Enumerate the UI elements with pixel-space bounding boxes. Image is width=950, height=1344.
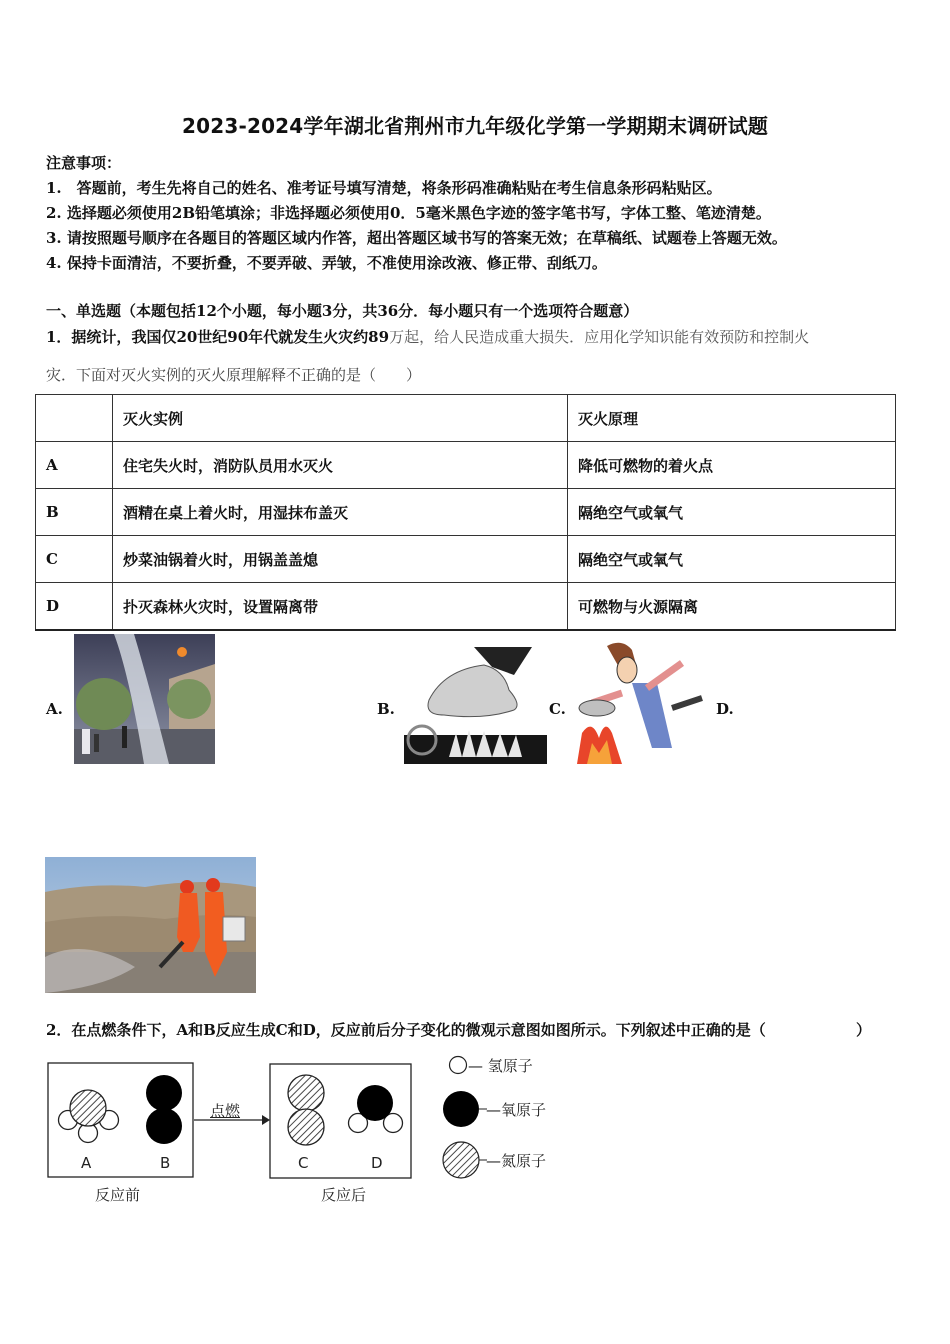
- principle-cell: 可燃物与火源隔离: [568, 583, 896, 631]
- forest-fire-photo: [45, 857, 256, 993]
- question-2-stem: 2．在点燃条件下，A和B反应生成C和D，反应前后分子变化的微观示意图如图所示。下列叙述中正确的是（: [46, 1021, 766, 1039]
- note-item: 3. 请按照题号顺序在各题目的答题区域内作答，超出答题区域书写的答案无效；在草稿纸、试题卷上答题无效。: [46, 229, 787, 247]
- option-cell: C: [36, 536, 113, 583]
- legend-hydrogen: — 氢原子: [468, 1057, 533, 1075]
- fire-table: [35, 394, 896, 631]
- table-row: [36, 489, 896, 536]
- pot-lid-illustration: [577, 638, 709, 764]
- table-row: [36, 536, 896, 583]
- molecule-label-c: C: [298, 1154, 309, 1172]
- after-caption: 反应后: [321, 1186, 367, 1204]
- principle-cell: 降低可燃物的着火点: [568, 442, 896, 489]
- table-row: [36, 583, 896, 631]
- section-heading: 一、单选题（本题包括12个小题，每小题3分，共36分．每小题只有一个选项符合题意）: [46, 302, 639, 320]
- house-fire-photo: [74, 634, 215, 764]
- question-2-close-paren: ）: [856, 1021, 872, 1039]
- molecule-label-b: B: [160, 1154, 171, 1172]
- table-row: [36, 442, 896, 489]
- option-label-d: D.: [716, 700, 734, 718]
- option-label-a: A.: [46, 700, 63, 718]
- reaction-diagram: [40, 1050, 560, 1210]
- question-1-rest: 万起，给人民造成重大损失．应用化学知识能有效预防和控制火: [389, 328, 810, 346]
- question-1-bold: 1．据统计，我国仅20世纪90年代就发生火灾约89: [46, 328, 390, 346]
- question-2-text: [46, 1019, 906, 1040]
- header-cell: [36, 395, 113, 442]
- option-label-c: C.: [549, 700, 566, 718]
- example-cell: 住宅失火时，消防队员用水灭火: [113, 442, 568, 489]
- header-cell: 灭火原理: [568, 395, 896, 442]
- example-cell: 扑灭森林火灾时，设置隔离带: [113, 583, 568, 631]
- molecule-label-d: D: [371, 1154, 383, 1172]
- question-1-text-line2: 灾．下面对灭火实例的灭火原理解释不正确的是（ ）: [46, 366, 422, 384]
- principle-cell: 隔绝空气或氧气: [568, 489, 896, 536]
- note-item: 4. 保持卡面清洁，不要折叠，不要弄破、弄皱，不准使用涂改液、修正带、刮纸刀。: [46, 254, 607, 272]
- example-cell: 炒菜油锅着火时，用锅盖盖熄: [113, 536, 568, 583]
- table-header-row: [36, 395, 896, 442]
- legend-nitrogen: —氮原子: [486, 1152, 547, 1170]
- page-title: 2023-2024学年湖北省荆州市九年级化学第一学期期末调研试题: [181, 114, 769, 138]
- notes-heading: 注意事项：: [46, 154, 122, 172]
- before-caption: 反应前: [95, 1186, 141, 1204]
- example-cell: 酒精在桌上着火时，用湿抹布盖灭: [113, 489, 568, 536]
- header-cell: 灭火实例: [113, 395, 568, 442]
- option-label-b: B.: [377, 700, 395, 718]
- option-cell: D: [36, 583, 113, 631]
- question-1-text: [46, 326, 809, 347]
- arrow-label: 点燃: [210, 1102, 241, 1120]
- principle-cell: 隔绝空气或氧气: [568, 536, 896, 583]
- note-item: 1. 答题前，考生先将自己的姓名、准考证号填写清楚，将条形码准确粘贴在考生信息条形码粘贴区。: [46, 179, 722, 197]
- note-item: 2. 选择题必须使用2B铅笔填涂；非选择题必须使用0．5毫米黑色字迹的签字笔书写，字体工整、笔迹清楚。: [46, 204, 771, 222]
- wet-cloth-illustration: [404, 645, 547, 764]
- molecule-label-a: A: [81, 1154, 92, 1172]
- option-cell: B: [36, 489, 113, 536]
- option-cell: A: [36, 442, 113, 489]
- legend-oxygen: —氧原子: [486, 1101, 547, 1119]
